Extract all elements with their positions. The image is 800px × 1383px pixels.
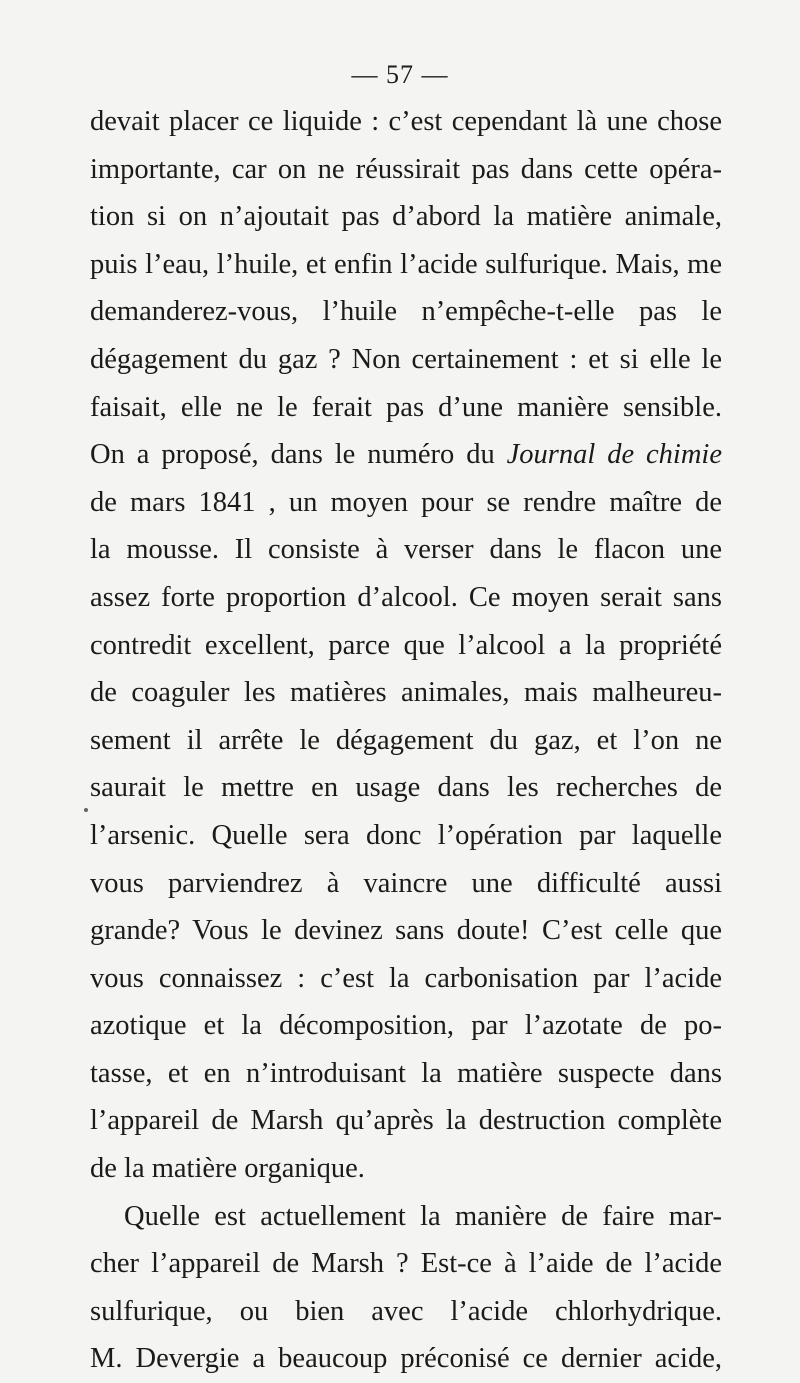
text-line: grande? Vous le devinez sans doute! C’est celle que [90, 915, 722, 947]
text-line: de coaguler les matières animales, mais malheureu- [90, 677, 722, 709]
text-line: l’arsenic. Quelle sera donc l’opération par laquelle [90, 819, 722, 851]
text-line: importante, car on ne réussirait pas dans cette opéra- [90, 153, 722, 185]
text-line: M. Devergie a beaucoup préconisé ce dernier acide, [90, 1343, 722, 1375]
text-line: demanderez-vous, l’huile n’empêche-t-elle pas le [90, 296, 722, 328]
text-line: vous connaissez : c’est la carbonisation par l’acide [90, 962, 722, 994]
text-line: tion si on n’ajoutait pas d’abord la matière animale, [90, 201, 722, 233]
text-line: de mars 1841 , un moyen pour se rendre maître de [90, 486, 722, 518]
text-line: cher l’appareil de Marsh ? Est-ce à l’aide de l’acide [90, 1248, 722, 1280]
text-line: Quelle est actuellement la manière de faire mar- [124, 1200, 722, 1232]
text-line: azotique et la décomposition, par l’azotate de po- [90, 1010, 722, 1042]
text-line: faisait, elle ne le ferait pas d’une manière sensible. [90, 391, 722, 423]
page-number: — 57 — [351, 60, 449, 89]
text-line: de la matière organique. [90, 1153, 365, 1185]
body-text [90, 98, 722, 1383]
text-line: tasse, et en n’introduisant la matière suspecte dans [90, 1057, 722, 1089]
text-line [90, 431, 722, 479]
text-line: contredit excellent, parce que l’alcool a la propriété [90, 629, 722, 661]
text-line-start: On a proposé, dans le numéro du [90, 439, 507, 471]
text-line: devait placer ce liquide : c’est cependant là une chose [90, 106, 722, 137]
text-line: vous parviendrez à vaincre une difficulté aussi [90, 867, 722, 899]
text-line: l’appareil de Marsh qu’après la destruction complète [90, 1105, 722, 1137]
text-line: sement il arrête le dégagement du gaz, et l’on ne [90, 724, 722, 756]
text-line: dégagement du gaz ? Non certainement : et si elle le [90, 343, 722, 375]
journal-title: Journal de chimie [506, 439, 722, 471]
text-line: sulfurique, ou bien avec l’acide chlorhydrique. [90, 1295, 722, 1327]
text-line: puis l’eau, l’huile, et enfin l’acide sulfurique. Mais, me [90, 248, 722, 280]
text-line: assez forte proportion d’alcool. Ce moyen serait sans [90, 581, 722, 613]
text-line: la mousse. Il consiste à verser dans le flacon une [90, 534, 722, 566]
ink-speck [84, 808, 88, 812]
text-line: saurait le mettre en usage dans les recherches de [90, 772, 722, 804]
